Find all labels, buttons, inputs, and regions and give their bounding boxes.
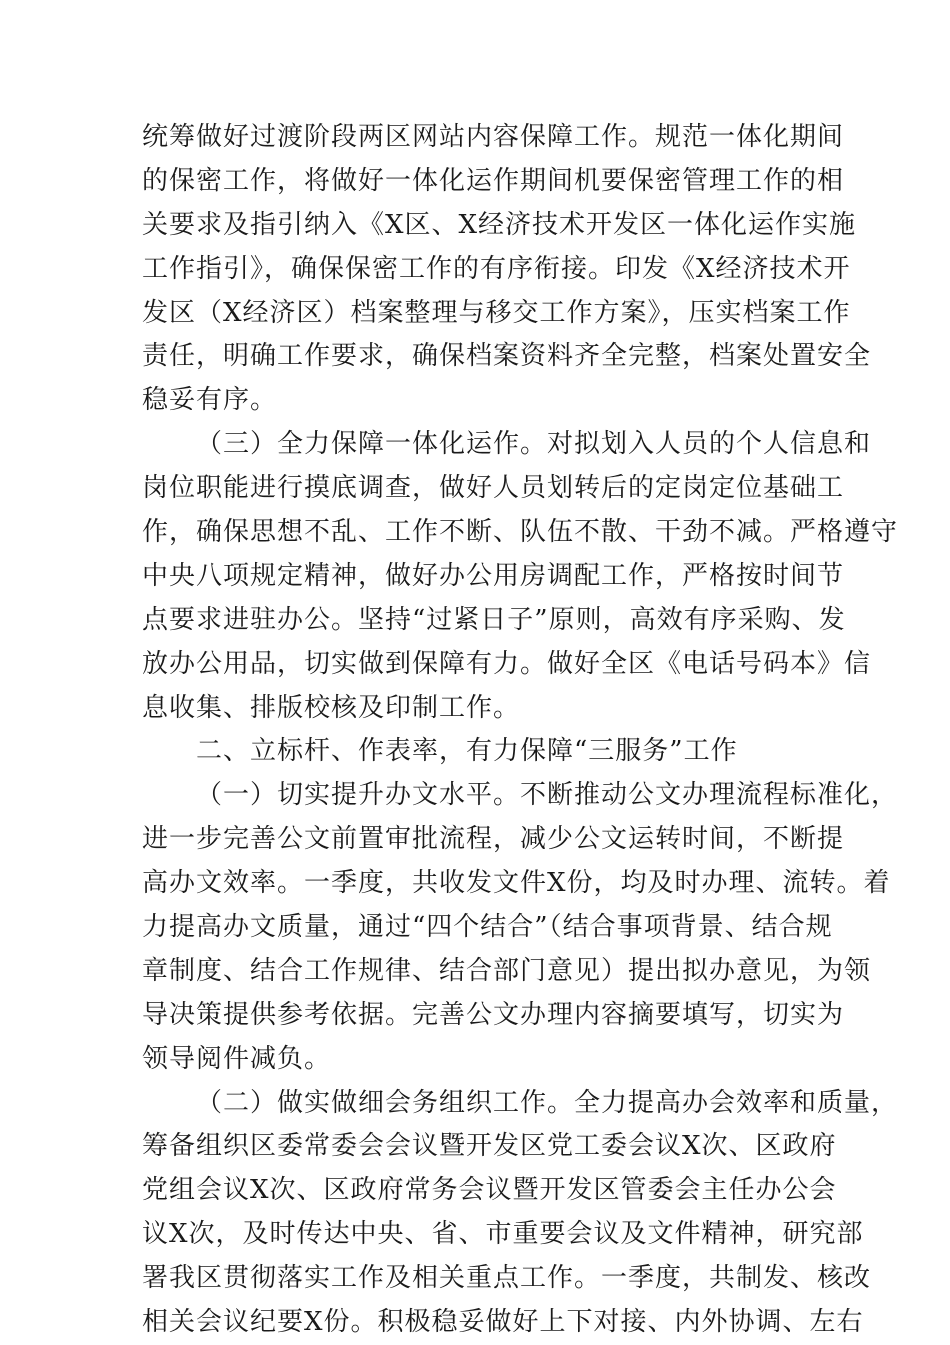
text-line: 高办文效率。一季度，共收发文件X份，均及时办理、流转。着 — [142, 868, 891, 899]
text-line: 领导阅件减负。 — [142, 1043, 332, 1074]
text-line: 进一步完善公文前置审批流程，减少公文运转时间，不断提 — [142, 824, 845, 855]
paragraph-heading-line: （三）全力保障一体化运作。对拟划入人员的个人信息和 — [196, 429, 872, 460]
text-line: 署我区贯彻落实工作及相关重点工作。一季度，共制发、核改 — [142, 1263, 872, 1294]
text-line: 作，确保思想不乱、工作不断、队伍不散、干劲不减。严格遵守 — [142, 517, 899, 548]
section-heading: 二、立标杆、作表率，有力保障“三服务”工作 — [196, 736, 738, 767]
text-line: 党组会议X次、区政府常务会议暨开发区管委会主任办公会 — [142, 1175, 837, 1206]
body-text — [142, 116, 899, 1345]
text-line: 中央八项规定精神，做好办公用房调配工作，严格按时间节 — [142, 560, 845, 591]
text-line: 导决策提供参考依据。完善公文办理内容摘要填写，切实为 — [142, 999, 845, 1030]
paragraph-heading-line: （二）做实做细会务组织工作。全力提高办会效率和质量， — [196, 1087, 899, 1118]
paragraph-heading-line: （一）切实提升办文水平。不断推动公文办理流程标准化， — [196, 780, 899, 811]
text-line: 议X次，及时传达中央、省、市重要会议及文件精神，研究部 — [142, 1219, 864, 1250]
text-line: 息收集、排版校核及印制工作。 — [142, 692, 521, 723]
text-line: 章制度、结合工作规律、结合部门意见）提出拟办意见，为领 — [142, 955, 872, 986]
text-line: 点要求进驻办公。坚持“过紧日子”原则，高效有序采购、发 — [142, 604, 846, 635]
text-line: 的保密工作，将做好一体化运作期间机要保密管理工作的相 — [142, 165, 845, 196]
text-line: 发区（X经济区）档案整理与移交工作方案》，压实档案工作 — [142, 297, 851, 328]
text-line: 岗位职能进行摸底调查，做好人员划转后的定岗定位基础工 — [142, 473, 845, 504]
text-line: 相关会议纪要X份。积极稳妥做好上下对接、内外协调、左右 — [142, 1307, 864, 1338]
text-line: 力提高办文质量，通过“四个结合”（结合事项背景、结合规 — [142, 912, 833, 943]
text-line: 放办公用品，切实做到保障有力。做好全区《电话号码本》信 — [142, 648, 872, 679]
text-line: 工作指引》，确保保密工作的有序衔接。印发《X经济技术开 — [142, 253, 851, 284]
text-line: 责任，明确工作要求，确保档案资料齐全完整，档案处置安全 — [142, 341, 872, 372]
text-line: 稳妥有序。 — [142, 385, 278, 416]
text-line: 关要求及指引纳入《X区、X经济技术开发区一体化运作实施 — [142, 209, 857, 240]
text-line: 筹备组织区委常委会会议暨开发区党工委会议X次、区政府 — [142, 1131, 837, 1162]
text-line: 统筹做好过渡阶段两区网站内容保障工作。规范一体化期间 — [142, 122, 845, 152]
